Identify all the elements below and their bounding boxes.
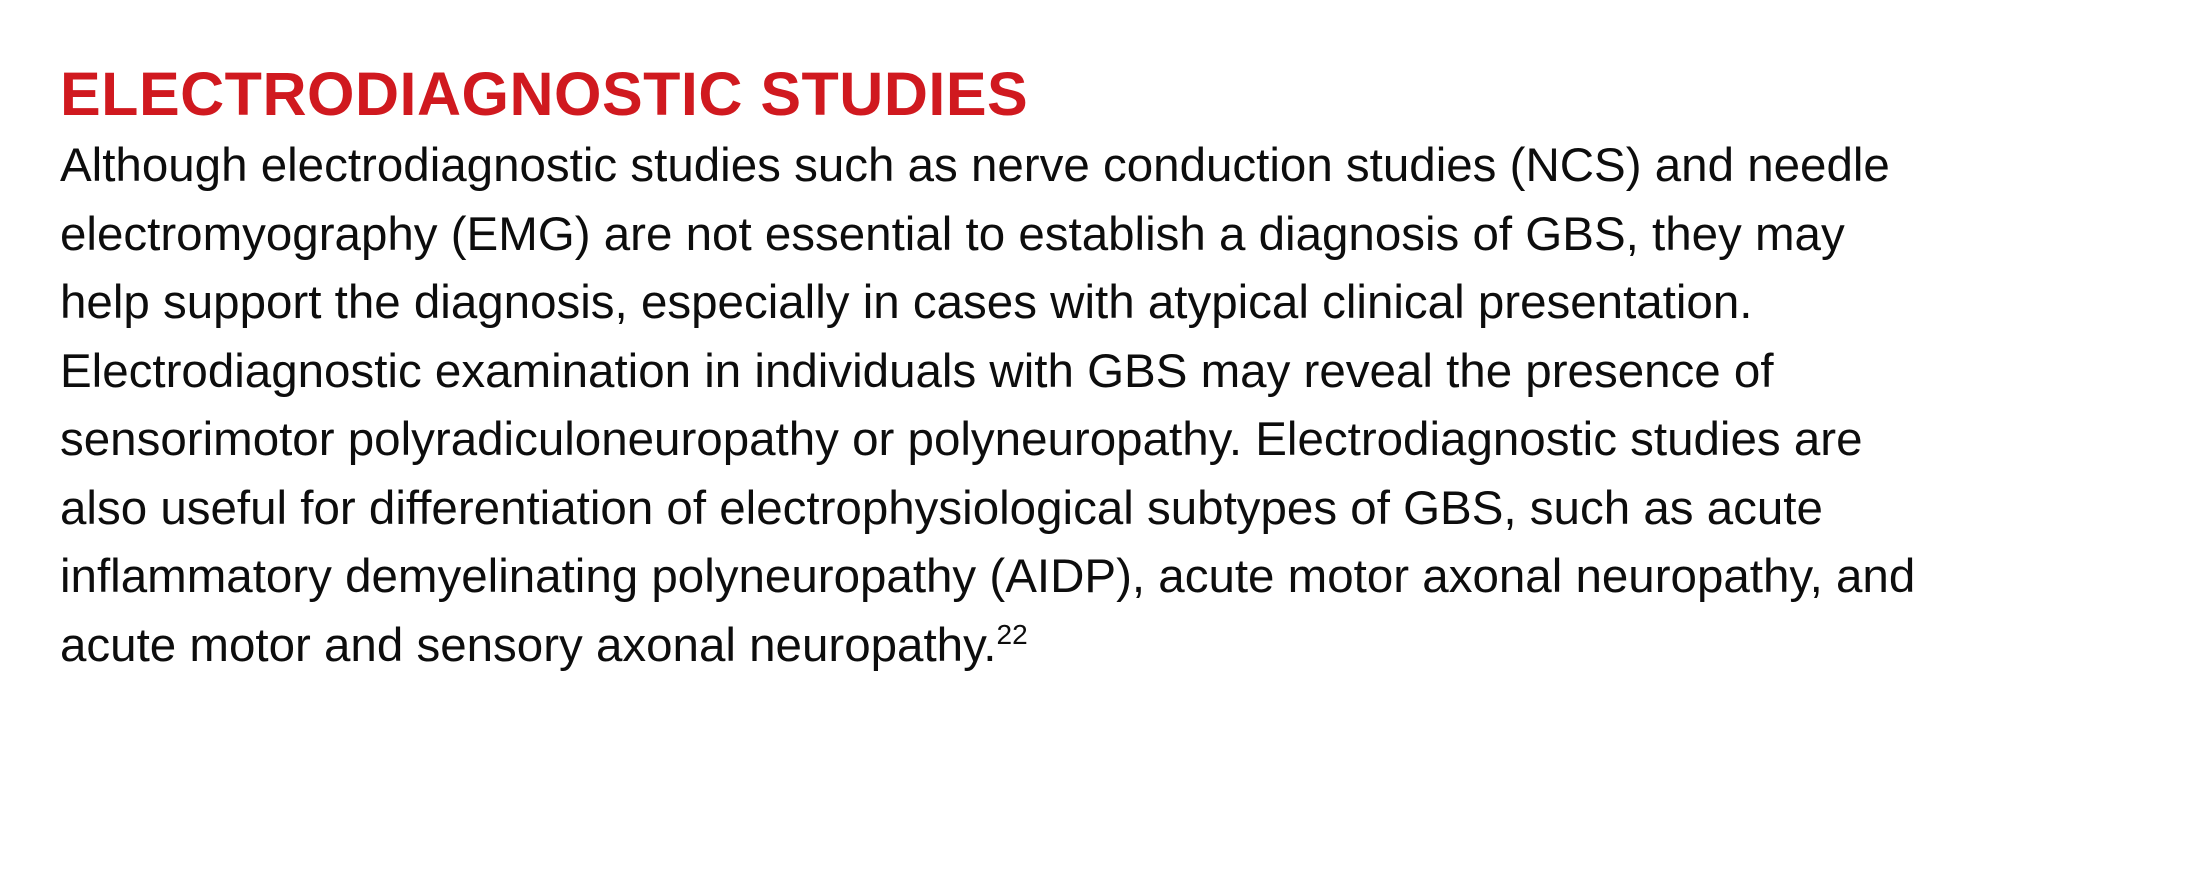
section-paragraph (60, 132, 2160, 680)
paragraph-line: Electrodiagnostic examination in individuals with GBS may reveal the presence of (60, 344, 1774, 398)
paragraph-line: electromyography (EMG) are not essential to establish a diagnosis of GBS, they may (60, 207, 1845, 261)
paragraph-line: Although electrodiagnostic studies such as nerve conduction studies (NCS) and needle (60, 139, 1890, 192)
paragraph-line: inflammatory demyelinating polyneuropathy (AIDP), acute motor axonal neuropathy, and (60, 550, 1916, 603)
paragraph-line: help support the diagnosis, especially in cases with atypical clinical presentation. (60, 276, 1753, 329)
section (60, 58, 2160, 680)
citation-reference: 22 (996, 618, 1028, 650)
paragraph-line: also useful for differentiation of electrophysiological subtypes of GBS, such as acute (60, 481, 1823, 535)
paragraph-line: acute motor and sensory axonal neuropathy. (60, 618, 997, 672)
paragraph-last-line (60, 612, 2160, 681)
paragraph-line: sensorimotor polyradiculoneuropathy or polyneuropathy. Electrodiagnostic studies are (60, 413, 1863, 466)
section-heading: ELECTRODIAGNOSTIC STUDIES (60, 60, 1029, 128)
